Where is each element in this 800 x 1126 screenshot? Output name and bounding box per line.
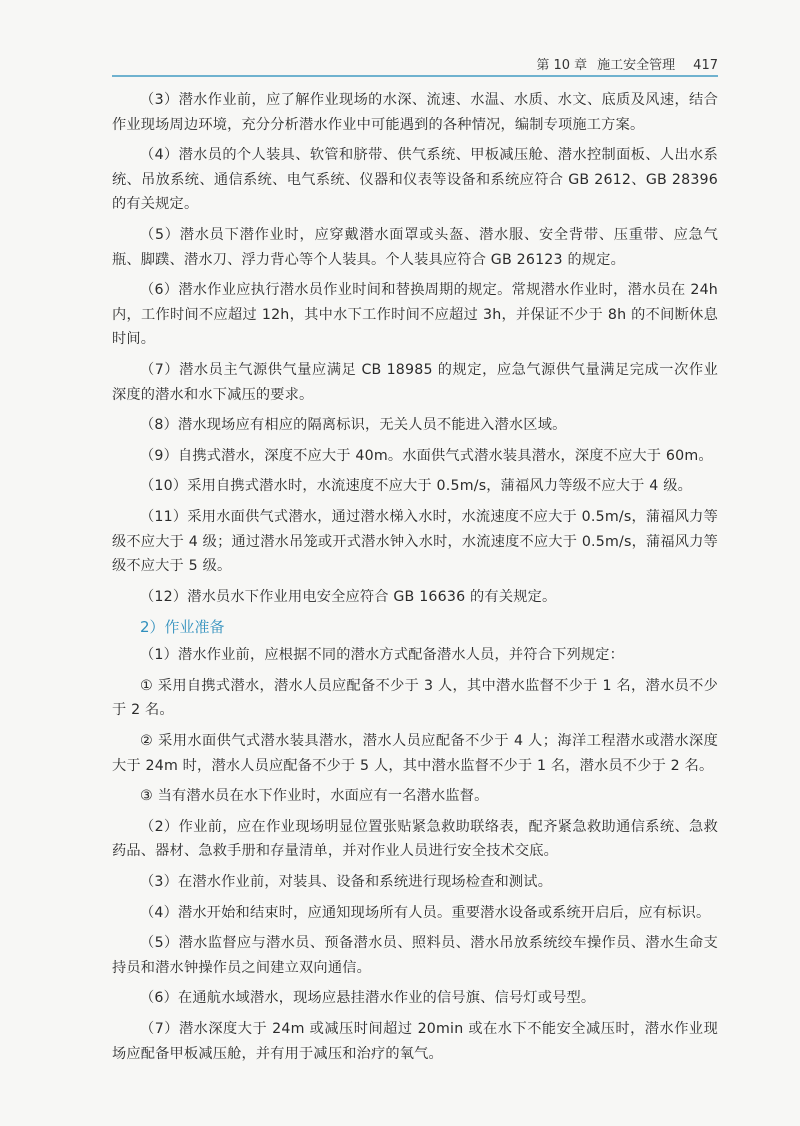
chapter-title: 施工安全管理 <box>597 58 676 73</box>
paragraph: ② 采用水面供气式潜水装具潜水，潜水人员应配备不少于 4 人；海洋工程潜水或潜水深度大于 24m 时，潜水人员应配备不少于 5 人，其中潜水监督不少于 1 名，潜水员不少于 2 名。 <box>112 733 718 774</box>
paragraph: （9）自携式潜水，深度不应大于 40m。水面供气式潜水装具潜水，深度不应大于 60m。 <box>140 447 713 464</box>
paragraph: （6）潜水作业应执行潜水员作业时间和替换周期的规定。常规潜水作业时，潜水员在 24h 内，工作时间不应超过 12h，其中水下工作时间不应超过 3h，并保证不少于 8h 的不间断休息时间。 <box>112 282 718 348</box>
paragraph: （2）作业前，应在作业现场明显位置张贴紧急救助联络表，配齐紧急救助通信系统、急救药品、器材、急救手册和存量清单，并对作业人员进行安全技术交底。 <box>112 818 718 860</box>
paragraph: （3）潜水作业前，应了解作业现场的水深、流速、水温、水质、水文、底质及风速，结合作业现场周边环境，充分分析潜水作业中可能遇到的各种情况，编制专项施工方案。 <box>112 92 718 133</box>
header-right <box>536 54 718 73</box>
paragraph: ① 采用自携式潜水，潜水人员应配备不少于 3 人，其中潜水监督不少于 1 名，潜水员不少于 2 名。 <box>112 677 718 719</box>
paragraph: （5）潜水员下潜作业时，应穿戴潜水面罩或头盔、潜水服、安全背带、压重带、应急气瓶、脚蹼、潜水刀、浮力背心等个人装具。个人装具应符合 GB 26123 的规定。 <box>112 226 718 268</box>
paragraph: （4）潜水员的个人装具、软管和脐带、供气系统、甲板减压舱、潜水控制面板、人出水系统、吊放系统、通信系统、电气系统、仪器和仪表等设备和系统应符合 GB 2612、GB 28396 的有关规定。 <box>112 147 718 213</box>
paragraph: （11）采用水面供气式潜水，通过潜水梯入水时，水流速度不应大于 0.5m/s，蒲福风力等级不应大于 4 级；通过潜水吊笼或开式潜水钟入水时，水流速度不应大于 0.5m/s，蒲福风力等级不应大于 5 级。 <box>112 508 718 575</box>
section-heading: 2）作业准备 <box>140 618 225 637</box>
paragraph: ③ 当有潜水员在水下作业时，水面应有一名潜水监督。 <box>140 788 489 805</box>
paragraph: （4）潜水开始和结束时，应通知现场所有人员。重要潜水设备或系统开启后，应有标识。 <box>140 904 711 921</box>
paragraph: （12）潜水员水下作业用电安全应符合 GB 16636 的有关规定。 <box>140 588 557 605</box>
page-number: 417 <box>693 58 718 73</box>
paragraph: （7）潜水深度大于 24m 或减压时间超过 20min 或在水下不能安全减压时，潜水作业现场应配备甲板减压舱，并有用于减压和治疗的氧气。 <box>112 1021 718 1062</box>
page-body <box>112 88 718 1072</box>
paragraph: （3）在潜水作业前，对装具、设备和系统进行现场检查和测试。 <box>140 874 553 891</box>
paragraph: （7）潜水员主气源供气量应满足 CB 18985 的规定，应急气源供气量满足完成一次作业深度的潜水和水下减压的要求。 <box>112 361 718 403</box>
paragraph: （5）潜水监督应与潜水员、预备潜水员、照料员、潜水吊放系统绞车操作员、潜水生命支持员和潜水钟操作员之间建立双向通信。 <box>112 935 718 976</box>
paragraph: （6）在通航水域潜水，现场应悬挂潜水作业的信号旗、信号灯或号型。 <box>140 990 596 1007</box>
chapter-number: 第 10 章 <box>536 58 588 73</box>
running-header <box>112 54 718 76</box>
paragraph: （8）潜水现场应有相应的隔离标识，无关人员不能进入潜水区域。 <box>140 417 567 434</box>
paragraph: （1）潜水作业前，应根据不同的潜水方式配备潜水人员，并符合下列规定： <box>140 647 625 664</box>
paragraph: （10）采用自携式潜水时，水流速度不应大于 0.5m/s，蒲福风力等级不应大于 4 级。 <box>140 478 692 495</box>
header-rule <box>112 75 718 77</box>
